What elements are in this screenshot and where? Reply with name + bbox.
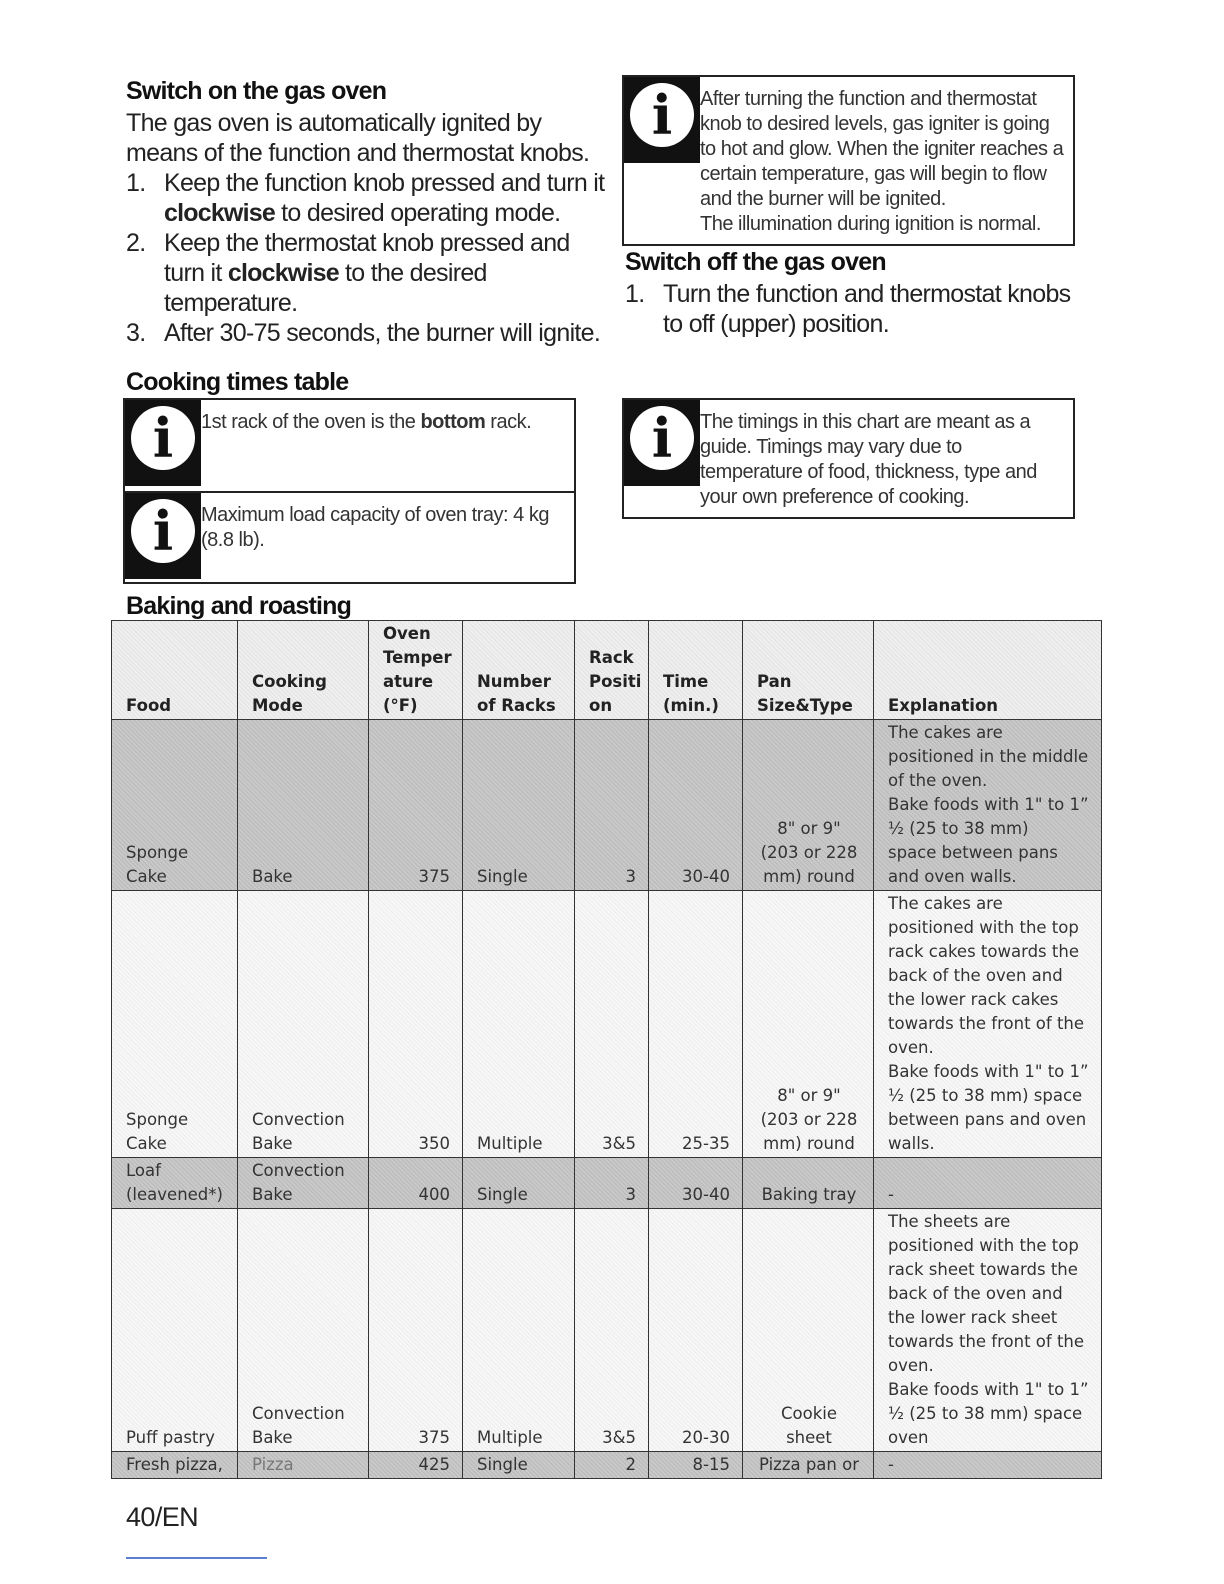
info-box-rack-load — [123, 398, 576, 584]
column-header: Cooking Mode — [238, 621, 369, 720]
column-header: Time (min.) — [649, 621, 743, 720]
section-title-switch-on: Switch on the gas oven — [126, 77, 387, 105]
table-row: Fresh pizza, Pizza 425 Single 2 8-15 Pizza pan or - — [112, 1452, 1102, 1479]
list-item: 1. Keep the function knob pressed and turn it clockwise to desired operating mode. — [126, 169, 605, 227]
list-item: 2. Keep the thermostat knob pressed and turn it clockwise to the desired temperature. — [126, 229, 570, 317]
footer-divider — [126, 1557, 267, 1559]
column-header: Rack Positi on — [575, 621, 649, 720]
table-row: Sponge Cake Bake 375 Single 3 30-40 8" or 9" (203 or 228 mm) round The cakes are positioned in the middle of the oven. Bake foods with 1" to 1” ½ (25 to 38 mm) space between pans and oven walls. — [112, 720, 1102, 891]
switch-on-steps — [126, 168, 606, 348]
info-icon: i — [125, 400, 201, 486]
table-row: Sponge Cake Convection Bake 350 Multiple 3&5 25-35 8" or 9" (203 or 228 mm) round The cakes are positioned with the top rack cakes towards the back of the oven and the lower rack cakes towards the front of the oven. Bake foods with 1" to 1” ½ (25 to 38 mm) space between pans and oven walls. — [112, 891, 1102, 1158]
list-item: 1. Turn the function and thermostat knobs to off (upper) position. — [625, 280, 1071, 338]
column-header: Food — [112, 621, 238, 720]
info-icon: i — [624, 77, 700, 163]
column-header: Explanation — [874, 621, 1102, 720]
column-header: Pan Size&Type — [743, 621, 874, 720]
table-header-row — [112, 621, 1102, 720]
switch-on-content — [126, 108, 606, 348]
column-header: Number of Racks — [463, 621, 575, 720]
table-row: Puff pastry Convection Bake 375 Multiple 3&5 20-30 Cookie sheet The sheets are positioned with the top rack sheet towards the back of the oven and the lower rack sheet towards the front of the oven. Bake foods with 1" to 1” ½ (25 to 38 mm) space oven — [112, 1209, 1102, 1452]
column-header: Oven Temper ature (°F) — [369, 621, 463, 720]
baking-table — [111, 620, 1102, 1479]
switch-on-intro: The gas oven is automatically ignited by means of the function and thermostat knobs. — [126, 109, 590, 167]
info-icon: i — [624, 400, 700, 486]
info-row-rack: i 1st rack of the oven is the bottom rack. — [125, 400, 574, 491]
section-title-switch-off: Switch off the gas oven — [625, 248, 886, 276]
info-icon: i — [125, 493, 201, 579]
info-text: After turning the function and thermostat knob to desired levels, gas igniter is going to hot and glow. When the igniter reaches a certain temperature, gas will begin to flow and the burner will be ignited. The illumination during ignition is normal. — [700, 88, 1064, 235]
page-number: 40/EN — [126, 1502, 199, 1532]
section-title-cooking-times: Cooking times table — [126, 368, 349, 396]
info-box-guide: i The timings in this chart are meant as a guide. Timings may vary due to temperature of food, thickness, type and your own preference of cooking. — [622, 398, 1075, 519]
info-box-ignition — [622, 75, 1075, 246]
switch-off-content — [625, 279, 1095, 339]
list-item: 3. After 30-75 seconds, the burner will ignite. — [126, 319, 601, 347]
section-title-baking: Baking and roasting — [126, 592, 352, 620]
info-row-load: i Maximum load capacity of oven tray: 4 kg (8.8 lb). — [125, 491, 574, 582]
table-row: Loaf (leavened*) Convection Bake 400 Single 3 30-40 Baking tray - — [112, 1158, 1102, 1209]
